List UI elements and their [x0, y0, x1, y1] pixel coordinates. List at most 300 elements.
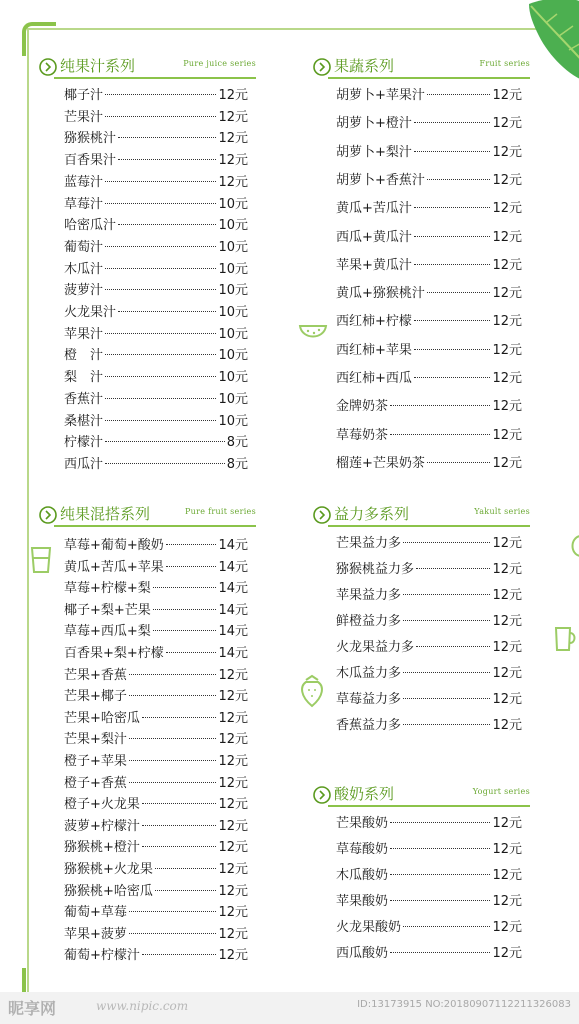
- menu-item: [64, 218, 248, 234]
- menu-item-name: 芒果+香蕉: [64, 667, 127, 683]
- menu-item-price: 10元: [218, 370, 248, 386]
- menu-item-price: 12元: [218, 818, 248, 834]
- dot-leader: [129, 695, 217, 696]
- dot-leader: [105, 289, 216, 290]
- menu-item-price: 12元: [492, 144, 522, 160]
- section-header: [312, 784, 530, 806]
- dot-leader: [105, 181, 216, 182]
- menu-item-name: 橙 汁: [64, 348, 104, 364]
- menu-item: [64, 732, 248, 748]
- menu-item-name: 猕猴桃+橙汁: [64, 840, 140, 856]
- menu-item: [64, 884, 248, 900]
- dot-leader: [118, 137, 216, 138]
- section-pure-fruit-mix: [38, 504, 256, 526]
- menu-item-name: 葡萄+草莓: [64, 905, 127, 921]
- dot-leader: [105, 116, 216, 117]
- menu-item: [64, 840, 248, 856]
- menu-item: [336, 258, 522, 274]
- arrow-circle-icon: [312, 785, 332, 805]
- section-divider: [328, 525, 530, 527]
- menu-item-name: 草莓汁: [64, 196, 104, 212]
- dot-leader: [403, 672, 490, 673]
- menu-item-price: 12元: [218, 905, 248, 921]
- menu-item-name: 草莓奶茶: [336, 427, 389, 443]
- menu-item-price: 10元: [218, 413, 248, 429]
- menu-item-name: 胡萝卜+梨汁: [336, 144, 412, 160]
- menu-item-price: 14元: [218, 538, 248, 553]
- menu-item-name: 百香果+梨+柠檬: [64, 646, 164, 661]
- section-header: [38, 504, 256, 526]
- menu-item-price: 8元: [226, 435, 248, 451]
- menu-item-name: 芒果益力多: [336, 536, 402, 551]
- menu-item: [64, 414, 248, 430]
- section-subtitle: Fruit series: [479, 59, 530, 68]
- menu-item-name: 菠萝汁: [64, 283, 104, 299]
- dot-leader: [129, 933, 217, 934]
- menu-item-name: 梨 汁: [64, 370, 104, 386]
- menu-item: [336, 666, 522, 682]
- dot-leader: [105, 463, 225, 464]
- dot-leader: [414, 207, 491, 208]
- menu-item-name: 胡萝卜+苹果汁: [336, 88, 425, 103]
- menu-item-name: 椰子+梨+芒果: [64, 602, 151, 618]
- menu-item-price: 12元: [218, 153, 248, 169]
- menu-item-name: 蓝莓汁: [64, 174, 104, 190]
- dot-leader: [105, 203, 216, 204]
- dot-leader: [416, 646, 490, 647]
- menu-item-price: 10元: [218, 348, 248, 364]
- menu-item-price: 12元: [492, 172, 522, 188]
- menu-item-name: 苹果+菠萝: [64, 926, 127, 942]
- section-title: 纯果混搭系列: [60, 505, 151, 523]
- dot-leader: [118, 311, 216, 312]
- menu-item: [336, 868, 522, 884]
- menu-item-price: 12元: [492, 842, 522, 857]
- dot-leader: [118, 159, 216, 160]
- dot-leader: [390, 874, 490, 875]
- menu-item: [336, 201, 522, 217]
- menu-item-name: 黄瓜+猕猴桃汁: [336, 286, 425, 302]
- menu-item-price: 12元: [218, 667, 248, 683]
- arrow-circle-icon: [38, 505, 58, 525]
- menu-item-name: 哈密瓜汁: [64, 218, 117, 234]
- menu-item: [336, 88, 522, 104]
- dot-leader: [142, 954, 217, 955]
- section-divider: [328, 805, 530, 807]
- menu-item-name: 草莓+西瓜+梨: [64, 624, 151, 640]
- menu-item: [336, 614, 522, 630]
- menu-item-name: 火龙果汁: [64, 305, 117, 320]
- section-subtitle: Pure fruit series: [184, 507, 256, 516]
- menu-item-price: 12元: [218, 732, 248, 748]
- menu-item: [64, 370, 248, 386]
- section-title: 酸奶系列: [334, 785, 395, 803]
- menu-item-name: 橙子+香蕉: [64, 775, 127, 791]
- menu-item-name: 苹果酸奶: [336, 894, 389, 909]
- menu-item-name: 西瓜+黄瓜汁: [336, 229, 412, 245]
- menu-item: [336, 588, 522, 604]
- menu-item: [64, 581, 248, 597]
- menu-item-price: 14元: [218, 646, 248, 661]
- menu-item-price: 12元: [492, 116, 522, 132]
- menu-item-price: 12元: [492, 894, 522, 909]
- dot-leader: [105, 376, 216, 377]
- dot-leader: [142, 825, 217, 826]
- dot-leader: [105, 246, 216, 247]
- dot-leader: [142, 717, 217, 718]
- menu-item: [64, 905, 248, 921]
- menu-item-price: 12元: [218, 862, 248, 877]
- menu-item: [336, 842, 522, 858]
- menu-item: [64, 603, 248, 619]
- dot-leader: [414, 151, 491, 152]
- menu-item: [336, 692, 522, 708]
- menu-item-price: 10元: [218, 326, 248, 342]
- section-title: 果蔬系列: [334, 57, 395, 75]
- menu-item: [64, 646, 248, 662]
- dot-leader: [390, 900, 490, 901]
- menu-item-name: 苹果汁: [64, 326, 104, 342]
- menu-item-name: 猕猴桃益力多: [336, 562, 415, 577]
- menu-item-price: 12元: [492, 868, 522, 883]
- menu-item-name: 草莓+葡萄+酸奶: [64, 538, 164, 553]
- section-subtitle: Yogurt series: [472, 787, 530, 796]
- menu-item: [64, 110, 248, 126]
- menu-item-price: 10元: [218, 239, 248, 255]
- fruit-outline-icon: [566, 532, 579, 560]
- menu-item-name: 椰子汁: [64, 88, 104, 103]
- menu-item: [336, 562, 522, 578]
- menu-item-price: 12元: [492, 399, 522, 415]
- menu-item: [64, 153, 248, 169]
- dot-leader: [390, 405, 490, 406]
- dot-leader: [166, 544, 217, 545]
- menu-item-price: 10元: [218, 196, 248, 212]
- menu-item: [336, 343, 522, 359]
- menu-item-name: 葡萄汁: [64, 239, 104, 255]
- section-title: 益力多系列: [334, 505, 410, 523]
- menu-item-name: 猕猴桃+火龙果: [64, 862, 153, 877]
- arrow-circle-icon: [312, 57, 332, 77]
- menu-item: [336, 640, 522, 656]
- frame-corner-top-left: [22, 22, 56, 56]
- menu-item-price: 12元: [218, 174, 248, 190]
- menu-item-name: 芒果酸奶: [336, 816, 389, 831]
- menu-item: [336, 920, 522, 936]
- dot-leader: [105, 94, 216, 95]
- watermark-logo: 昵享网: [8, 999, 57, 1018]
- menu-item: [336, 946, 522, 962]
- menu-item: [336, 173, 522, 189]
- dot-leader: [105, 420, 216, 421]
- menu-item-name: 猕猴桃+哈密瓜: [64, 883, 153, 899]
- menu-item: [64, 262, 248, 278]
- menu-item-price: 12元: [492, 229, 522, 245]
- menu-item: [336, 145, 522, 161]
- menu-item: [64, 175, 248, 191]
- menu-item-name: 香蕉汁: [64, 391, 104, 407]
- dot-leader: [129, 911, 217, 912]
- dot-leader: [414, 377, 491, 378]
- menu-item-price: 12元: [218, 689, 248, 705]
- menu-item-price: 12元: [492, 816, 522, 831]
- menu-item: [336, 428, 522, 444]
- menu-item-name: 猕猴桃汁: [64, 131, 117, 147]
- dot-leader: [118, 224, 216, 225]
- menu-item-name: 芒果+梨汁: [64, 732, 127, 748]
- menu-item-name: 西红柿+柠檬: [336, 314, 412, 330]
- menu-item-name: 柠檬汁: [64, 435, 104, 451]
- section-yakult: [312, 504, 530, 526]
- dot-leader: [155, 890, 217, 891]
- dot-leader: [390, 434, 490, 435]
- menu-item-price: 12元: [492, 562, 522, 577]
- menu-item: [64, 392, 248, 408]
- menu-item-price: 12元: [218, 883, 248, 899]
- dot-leader: [129, 782, 217, 783]
- menu-item-price: 10元: [218, 305, 248, 320]
- menu-item-name: 芒果汁: [64, 109, 104, 125]
- section-header: [312, 504, 530, 526]
- menu-item-name: 西瓜汁: [64, 456, 104, 472]
- dot-leader: [390, 952, 490, 953]
- menu-item: [64, 560, 248, 576]
- menu-item-name: 桑椹汁: [64, 413, 104, 429]
- section-divider: [54, 77, 256, 79]
- dot-leader: [414, 236, 491, 237]
- dot-leader: [403, 542, 490, 543]
- section-header: [312, 56, 530, 78]
- jug-icon: [552, 624, 578, 654]
- dot-leader: [153, 630, 217, 631]
- menu-item-name: 胡萝卜+香蕉汁: [336, 172, 425, 188]
- dot-leader: [416, 568, 490, 569]
- menu-item-name: 苹果+黄瓜汁: [336, 257, 412, 273]
- dot-leader: [427, 179, 491, 180]
- menu-item: [64, 819, 248, 835]
- dot-leader: [427, 292, 491, 293]
- menu-item: [64, 197, 248, 213]
- dot-leader: [129, 674, 217, 675]
- menu-item-price: 12元: [218, 109, 248, 125]
- menu-item-price: 12元: [492, 455, 522, 471]
- menu-item: [64, 797, 248, 813]
- dot-leader: [129, 738, 217, 739]
- menu-item: [64, 240, 248, 256]
- menu-item-price: 12元: [492, 286, 522, 302]
- menu-item-name: 火龙果益力多: [336, 640, 415, 655]
- menu-item-name: 百香果汁: [64, 153, 117, 169]
- section-divider: [54, 525, 256, 527]
- menu-item-name: 芒果+椰子: [64, 689, 127, 705]
- menu-item-price: 14元: [218, 581, 248, 597]
- menu-item: [64, 711, 248, 727]
- menu-item-name: 金牌奶茶: [336, 399, 389, 415]
- menu-item-price: 12元: [492, 588, 522, 603]
- dot-leader: [427, 94, 491, 95]
- menu-item-name: 菠萝+柠檬汁: [64, 818, 140, 834]
- menu-item: [64, 538, 248, 554]
- arrow-circle-icon: [38, 57, 58, 77]
- menu-item-price: 12元: [492, 427, 522, 443]
- menu-item: [64, 948, 248, 964]
- dot-leader: [105, 354, 216, 355]
- menu-item-price: 12元: [492, 257, 522, 273]
- menu-item: [64, 668, 248, 684]
- menu-item-price: 12元: [218, 797, 248, 813]
- menu-item: [336, 536, 522, 552]
- menu-item-name: 胡萝卜+橙汁: [336, 116, 412, 132]
- dot-leader: [142, 846, 217, 847]
- menu-item-price: 12元: [218, 948, 248, 964]
- menu-item-name: 芒果+哈密瓜: [64, 710, 140, 726]
- menu-item: [64, 689, 248, 705]
- menu-item-price: 10元: [218, 283, 248, 299]
- menu-item: [64, 435, 248, 451]
- menu-item-price: 12元: [492, 201, 522, 217]
- menu-item: [64, 754, 248, 770]
- menu-item-name: 榴莲+芒果奶茶: [336, 455, 425, 471]
- menu-item: [64, 283, 248, 299]
- dot-leader: [105, 398, 216, 399]
- dot-leader: [427, 462, 491, 463]
- menu-item-name: 西红柿+苹果: [336, 342, 412, 358]
- menu-item-name: 草莓益力多: [336, 692, 402, 707]
- menu-item-price: 12元: [218, 710, 248, 726]
- strawberry-icon: [298, 674, 326, 708]
- menu-item-price: 12元: [492, 88, 522, 103]
- menu-item-price: 10元: [218, 261, 248, 277]
- menu-item-name: 西红柿+西瓜: [336, 371, 412, 386]
- menu-item-price: 12元: [492, 314, 522, 330]
- section-title: 纯果汁系列: [60, 57, 136, 75]
- menu-item: [64, 624, 248, 640]
- menu-item: [336, 116, 522, 132]
- dot-leader: [390, 848, 490, 849]
- watermark-url: www.nipic.com: [96, 999, 189, 1013]
- menu-item-price: 12元: [492, 718, 522, 733]
- menu-item-name: 黄瓜+苦瓜+苹果: [64, 559, 164, 575]
- dot-leader: [166, 566, 217, 567]
- dot-leader: [403, 594, 490, 595]
- menu-item-name: 苹果益力多: [336, 588, 402, 603]
- dot-leader: [414, 122, 491, 123]
- menu-item-price: 12元: [492, 536, 522, 551]
- menu-item-price: 14元: [218, 559, 248, 575]
- menu-item: [64, 862, 248, 878]
- menu-item: [64, 305, 248, 321]
- menu-item-price: 12元: [492, 692, 522, 707]
- dot-leader: [414, 349, 491, 350]
- menu-item: [64, 327, 248, 343]
- menu-item-name: 西瓜酸奶: [336, 946, 389, 961]
- menu-item-price: 12元: [218, 754, 248, 769]
- menu-item: [64, 348, 248, 364]
- dot-leader: [142, 803, 217, 804]
- section-pure-juice: [38, 56, 256, 78]
- dot-leader: [129, 760, 217, 761]
- menu-item-name: 黄瓜+苦瓜汁: [336, 201, 412, 217]
- menu-item-name: 木瓜酸奶: [336, 868, 389, 883]
- menu-item-price: 12元: [218, 926, 248, 942]
- dot-leader: [105, 333, 216, 334]
- menu-item-price: 12元: [492, 946, 522, 961]
- section-divider: [328, 77, 530, 79]
- menu-item-price: 12元: [492, 371, 522, 386]
- menu-item: [336, 286, 522, 302]
- menu-item: [336, 456, 522, 472]
- watermark-id: ID:13173915 NO:20180907112211326083: [357, 999, 571, 1010]
- dot-leader: [403, 926, 490, 927]
- dot-leader: [403, 620, 490, 621]
- menu-item-price: 12元: [492, 342, 522, 358]
- menu-item-price: 12元: [218, 131, 248, 147]
- section-yogurt: [312, 784, 530, 806]
- menu-item: [64, 457, 248, 473]
- menu-item-price: 10元: [218, 391, 248, 407]
- menu-item-name: 草莓酸奶: [336, 842, 389, 857]
- watermelon-slice-icon: [298, 322, 328, 348]
- menu-item-price: 12元: [218, 88, 248, 103]
- section-fruit-veg: [312, 56, 530, 78]
- menu-item-price: 12元: [492, 640, 522, 655]
- dot-leader: [105, 441, 225, 442]
- menu-item-price: 12元: [218, 775, 248, 791]
- menu-item: [336, 314, 522, 330]
- dot-leader: [105, 268, 216, 269]
- dot-leader: [166, 652, 217, 653]
- menu-item-name: 葡萄+柠檬汁: [64, 948, 140, 964]
- menu-item-name: 香蕉益力多: [336, 718, 402, 733]
- dot-leader: [390, 822, 490, 823]
- menu-item: [64, 927, 248, 943]
- menu-item-price: 8元: [226, 456, 248, 472]
- section-header: [38, 56, 256, 78]
- menu-item-price: 12元: [492, 666, 522, 681]
- menu-item-price: 10元: [218, 218, 248, 234]
- menu-item-price: 12元: [218, 840, 248, 856]
- menu-item-name: 火龙果酸奶: [336, 920, 402, 935]
- dot-leader: [155, 868, 217, 869]
- menu-item: [336, 371, 522, 387]
- section-subtitle: Yakult series: [474, 507, 530, 516]
- menu-item: [64, 131, 248, 147]
- arrow-circle-icon: [312, 505, 332, 525]
- menu-item: [336, 816, 522, 832]
- menu-item-price: 14元: [218, 602, 248, 618]
- menu-item-name: 橙子+火龙果: [64, 797, 140, 813]
- dot-leader: [403, 698, 490, 699]
- menu-item-name: 草莓+柠檬+梨: [64, 581, 151, 597]
- menu-item: [336, 718, 522, 734]
- section-subtitle: Pure juice series: [183, 59, 256, 68]
- menu-item-name: 木瓜汁: [64, 261, 104, 277]
- dot-leader: [153, 587, 217, 588]
- menu-item: [336, 894, 522, 910]
- dot-leader: [403, 724, 490, 725]
- menu-item-name: 鲜橙益力多: [336, 614, 402, 629]
- menu-item-name: 橙子+苹果: [64, 754, 127, 769]
- menu-item-price: 12元: [492, 920, 522, 935]
- menu-item: [336, 399, 522, 415]
- menu-item: [64, 88, 248, 104]
- menu-item-price: 14元: [218, 624, 248, 640]
- menu-item: [336, 230, 522, 246]
- menu-item-name: 木瓜益力多: [336, 666, 402, 681]
- cup-icon: [26, 542, 56, 576]
- menu-item: [64, 776, 248, 792]
- dot-leader: [414, 264, 491, 265]
